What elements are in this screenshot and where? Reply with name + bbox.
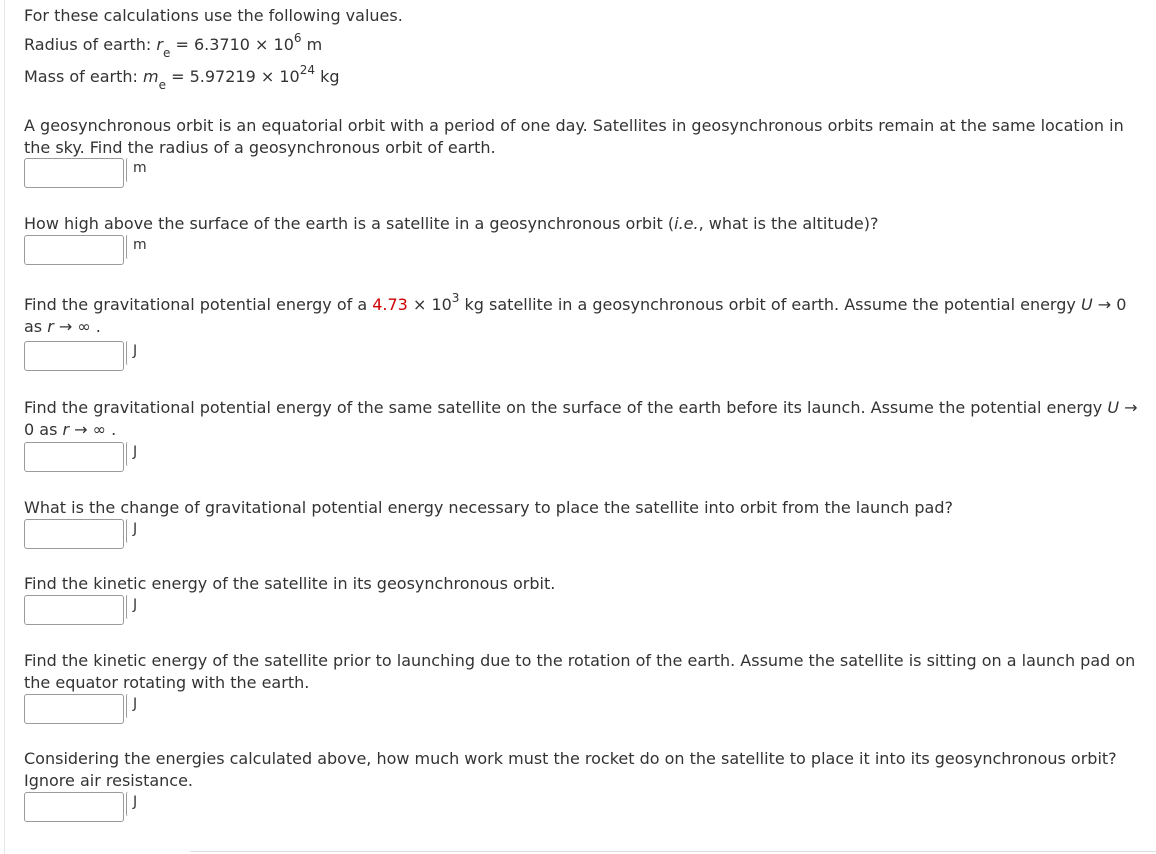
question-4-limit-b: → ∞ . xyxy=(69,420,117,439)
left-divider xyxy=(4,0,5,854)
satellite-mass-value: 4.73 xyxy=(372,295,408,314)
radius-symbol: r xyxy=(156,35,163,54)
radius-label: Radius of earth: xyxy=(24,35,152,54)
bottom-divider xyxy=(190,851,1156,852)
radius-mantissa: 6.3710 xyxy=(193,35,250,54)
question-3-answer xyxy=(24,341,137,373)
question-5-unit: J xyxy=(126,519,137,543)
radius-times: × xyxy=(255,35,269,54)
question-3-unit: J xyxy=(126,341,137,365)
satellite-mass-times: × xyxy=(412,295,427,314)
radius-base: 10 xyxy=(273,35,294,54)
mass-base: 10 xyxy=(279,67,300,86)
question-8-text: Considering the energies calculated above, how much work must the rocket do on the satellite to place it into its geosynchronous orbit? Ignore air resistance. xyxy=(24,749,1117,790)
question-1-unit: m xyxy=(126,158,147,182)
satellite-mass-base: 10 xyxy=(431,295,452,314)
question-2-input[interactable] xyxy=(24,235,124,265)
question-2-answer xyxy=(24,235,147,267)
question-5-text: What is the change of gravitational potential energy necessary to place the satellite into orbit from the launch pad? xyxy=(24,498,953,517)
mass-unit: kg xyxy=(320,67,340,86)
question-4-unit: J xyxy=(126,442,137,466)
mass-times: × xyxy=(260,67,275,86)
radius-constant xyxy=(24,30,323,61)
question-7-text: Find the kinetic energy of the satellite prior to launching due to the rotation of the earth. Assume the satellite is sitting on a launch pad on the equator rotating with the earth. xyxy=(24,651,1136,692)
question-6-input[interactable] xyxy=(24,595,124,625)
radius-subscript: e xyxy=(162,46,171,61)
question-1-text: A geosynchronous orbit is an equatorial orbit with a period of one day. Satellites in geosynchronous orbits remain at the same location in the sky. Find the radius of a geosynchronous orbit of earth. xyxy=(24,116,1124,157)
satellite-mass-exponent: 3 xyxy=(451,290,460,305)
question-3-limit-a: → 0 as xyxy=(24,295,1127,336)
question-4-input[interactable] xyxy=(24,442,124,472)
question-5-answer xyxy=(24,519,137,551)
question-2-unit: m xyxy=(126,235,147,259)
mass-constant xyxy=(24,62,340,93)
question-4-r: r xyxy=(62,420,70,439)
question-2-text-a: How high above the surface of the earth is a satellite in a geosynchronous orbit ( xyxy=(24,214,675,233)
radius-equals: = xyxy=(175,35,189,54)
question-3-text-b: kg satellite in a geosynchronous orbit of earth. Assume the potential energy xyxy=(459,295,1081,314)
question-2-text xyxy=(24,213,1139,235)
question-3-text-a: Find the gravitational potential energy of a xyxy=(24,295,373,314)
question-3-input[interactable] xyxy=(24,341,124,371)
question-4-U: U xyxy=(1107,398,1120,417)
question-7-input[interactable] xyxy=(24,694,124,724)
question-6-answer xyxy=(24,595,137,627)
question-6-text: Find the kinetic energy of the satellite in its geosynchronous orbit. xyxy=(24,574,556,593)
question-4-answer xyxy=(24,442,137,474)
question-3-text xyxy=(24,290,1139,338)
question-7-answer xyxy=(24,694,137,726)
mass-symbol: m xyxy=(143,67,159,86)
mass-exponent: 24 xyxy=(299,62,315,77)
question-3-U: U xyxy=(1080,295,1093,314)
mass-label: Mass of earth: xyxy=(24,67,138,86)
question-4-limit-a: → 0 as xyxy=(24,398,1138,439)
question-8-input[interactable] xyxy=(24,792,124,822)
intro-text: For these calculations use the following values. xyxy=(24,6,403,25)
mass-subscript: e xyxy=(158,78,166,93)
question-6-unit: J xyxy=(126,595,137,619)
question-1-answer xyxy=(24,158,147,190)
mass-mantissa: 5.97219 xyxy=(189,67,256,86)
question-4-text-a: Find the gravitational potential energy of the same satellite on the surface of the earth before its launch. Assume the potential energy xyxy=(24,398,1108,417)
question-3-limit-b: → ∞ . xyxy=(53,317,101,336)
question-2-text-b: , what is the altitude)? xyxy=(698,214,879,233)
question-5-input[interactable] xyxy=(24,519,124,549)
question-3-r: r xyxy=(47,317,54,336)
question-4-text xyxy=(24,397,1139,441)
question-8-answer xyxy=(24,792,137,824)
mass-equals: = xyxy=(171,67,185,86)
question-7-unit: J xyxy=(126,694,137,718)
radius-unit: m xyxy=(306,35,323,54)
radius-exponent: 6 xyxy=(293,30,302,45)
question-2-italic: i.e. xyxy=(674,214,699,233)
question-8-unit: J xyxy=(126,792,137,816)
question-1-input[interactable] xyxy=(24,158,124,188)
